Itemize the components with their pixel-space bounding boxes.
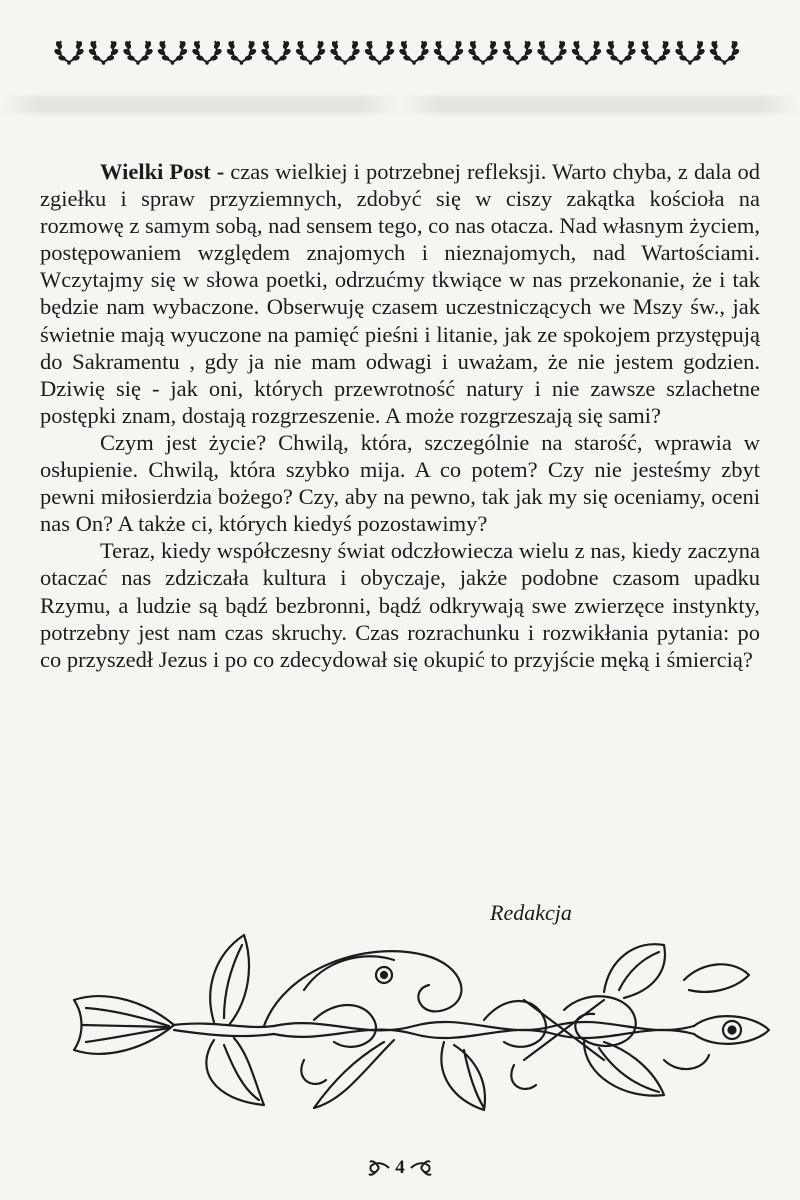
paragraph-1: [40, 158, 760, 429]
laurel-motif-icon: [467, 40, 499, 65]
laurel-motif-icon: [122, 40, 154, 65]
page-number: 4: [395, 1157, 405, 1178]
laurel-motif-icon: [674, 40, 706, 65]
laurel-motif-icon: [226, 40, 258, 65]
laurel-motif-icon: [260, 40, 292, 65]
laurel-motif-icon: [605, 40, 637, 65]
laurel-motif-icon: [364, 40, 396, 65]
paragraph-2: Czym jest życie? Chwilą, która, szczególnie na starość, wprawia w osłupienie. Chwilą, która szybko mija. A co potem? Czy nie jesteśmy zbyt pewni miłosierdzia bożego? Czy, aby na pewno, tak jak my się oceniamy, oceni nas On? A także ci, których kiedyś pozostawimy?: [40, 429, 760, 537]
laurel-motif-icon: [398, 40, 430, 65]
laurel-motif-icon: [53, 40, 85, 65]
laurel-motif-icon: [88, 40, 120, 65]
paragraph-3: Teraz, kiedy współczesny świat odczłowiecza wielu z nas, kiedy zaczyna otaczać nas zdziczała kultura i obyczaje, jakże podobne czasom upadku Rzymu, a ludzie są bądź bezbronni, bądź odkrywają swe zwierzęce instynkty, potrzebny jest nam czas skruchy. Czas rozrachunku i rozwikłania pytania: po co przyszedł Jezus i po co zdecydował się okupić to przyjście męką i śmiercią?: [40, 538, 760, 672]
flourish-left-icon: [367, 1158, 391, 1178]
laurel-motif-icon: [640, 40, 672, 65]
laurel-border-icon: [52, 36, 752, 66]
show-through-text: [0, 96, 800, 114]
signature: Redakcja: [490, 900, 572, 925]
article-body: [40, 158, 760, 673]
laurel-motif-icon: [502, 40, 534, 65]
laurel-motif-icon: [433, 40, 465, 65]
article-lead-title: Wielki Post -: [100, 159, 225, 184]
laurel-motif-icon: [157, 40, 189, 65]
laurel-motif-icon: [191, 40, 223, 65]
laurel-motif-icon: [295, 40, 327, 65]
page-footer: [360, 1155, 440, 1181]
laurel-motif-icon: [329, 40, 361, 65]
laurel-motif-icon: [709, 40, 741, 65]
floral-knot-ornament-icon: [64, 930, 774, 1116]
laurel-motif-icon: [536, 40, 568, 65]
paragraph-1-text: czas wielkiej i potrzebnej refleksji. Warto chyba, z dala od zgiełku i spraw przyziemnych, zdobyć się w ciszy zakątka kościoła na rozmowę z samym sobą, nad sensem tego, co nas otacza. Nad własnym życiem, postępowaniem względem znajomych i nieznajomych, nad Wartościami. Wczytajmy się w słowa poetki, odrzućmy tkwiące w nas przekonanie, że i tak będzie nam wybaczone. Obserwuję czasem uczestniczących we Mszy św., jak świetnie mają wyuczone na pamięć pieśni i litanie, jak ze spokojem przystępują do Sakramentu , gdy ja nie mam odwagi i uważam, że nie jestem godzien. Dziwię się - jak oni, których przewrotność natury i nie zawsze szlachetne postępki znam, dostają rozgrzeszenie. A może rozgrzeszają się sami?: [40, 159, 760, 428]
flourish-right-icon: [409, 1158, 433, 1178]
laurel-motif-icon: [571, 40, 603, 65]
